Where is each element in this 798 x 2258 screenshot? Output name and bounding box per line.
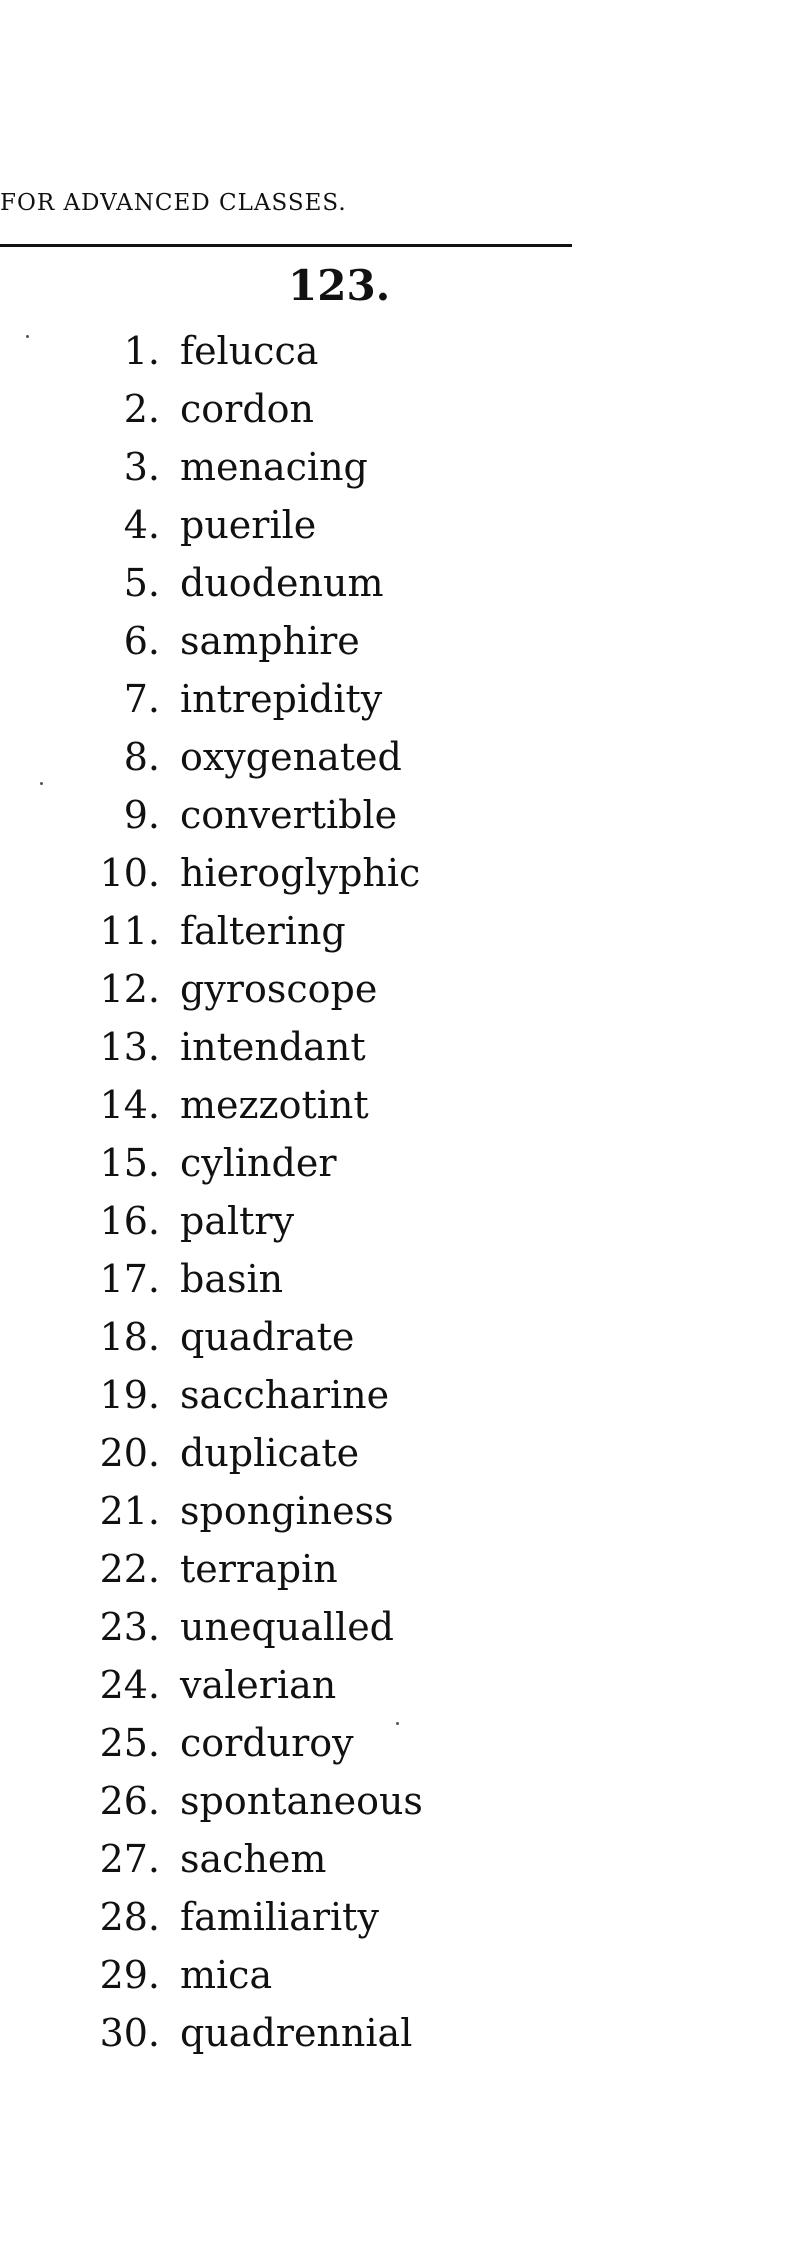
item-number: 2. xyxy=(123,387,160,431)
item-word: mica xyxy=(180,1953,273,1997)
item-word: mezzotint xyxy=(180,1083,369,1127)
item-number: 14. xyxy=(99,1083,160,1127)
item-number: 8. xyxy=(123,735,160,779)
list-item xyxy=(70,1946,423,2004)
item-number: 22. xyxy=(99,1547,160,1591)
item-word: hieroglyphic xyxy=(180,851,421,895)
item-word: spontaneous xyxy=(180,1779,423,1823)
item-number: 11. xyxy=(99,909,160,953)
item-word: sponginess xyxy=(180,1489,394,1533)
print-speck xyxy=(26,335,29,338)
list-item xyxy=(70,2004,423,2062)
list-item xyxy=(70,1656,423,1714)
item-number: 28. xyxy=(99,1895,160,1939)
list-item xyxy=(70,902,423,960)
list-item xyxy=(70,786,423,844)
list-item xyxy=(70,1598,423,1656)
list-item xyxy=(70,554,423,612)
item-number: 16. xyxy=(99,1199,160,1243)
list-item xyxy=(70,728,423,786)
item-word: menacing xyxy=(180,445,368,489)
item-word: quadrate xyxy=(180,1315,355,1359)
item-number: 5. xyxy=(123,561,160,605)
print-speck xyxy=(40,782,43,785)
item-number: 30. xyxy=(99,2011,160,2055)
item-number: 19. xyxy=(99,1373,160,1417)
list-item xyxy=(70,1308,423,1366)
item-word: terrapin xyxy=(180,1547,338,1591)
item-word: intrepidity xyxy=(180,677,383,721)
list-item xyxy=(70,1424,423,1482)
item-number: 29. xyxy=(99,1953,160,1997)
list-item xyxy=(70,380,423,438)
list-item xyxy=(70,438,423,496)
item-number: 20. xyxy=(99,1431,160,1475)
print-speck xyxy=(396,1722,399,1725)
list-item xyxy=(70,322,423,380)
list-item xyxy=(70,1192,423,1250)
item-number: 7. xyxy=(123,677,160,721)
item-number: 23. xyxy=(99,1605,160,1649)
item-number: 6. xyxy=(123,619,160,663)
item-word: corduroy xyxy=(180,1721,354,1765)
list-item xyxy=(70,1714,423,1772)
item-number: 10. xyxy=(99,851,160,895)
item-word: valerian xyxy=(180,1663,337,1707)
list-item xyxy=(70,1018,423,1076)
list-item xyxy=(70,612,423,670)
item-number: 12. xyxy=(99,967,160,1011)
item-word: saccharine xyxy=(180,1373,390,1417)
item-number: 26. xyxy=(99,1779,160,1823)
item-number: 9. xyxy=(123,793,160,837)
item-word: oxygenated xyxy=(180,735,402,779)
item-word: faltering xyxy=(180,909,346,953)
item-word: basin xyxy=(180,1257,284,1301)
item-number: 18. xyxy=(99,1315,160,1359)
item-number: 3. xyxy=(123,445,160,489)
list-item xyxy=(70,1250,423,1308)
item-number: 25. xyxy=(99,1721,160,1765)
item-word: familiarity xyxy=(180,1895,379,1939)
item-word: samphire xyxy=(180,619,360,663)
running-head: FOR ADVANCED CLASSES. xyxy=(0,190,347,216)
item-word: duplicate xyxy=(180,1431,360,1475)
item-word: duodenum xyxy=(180,561,384,605)
list-item xyxy=(70,1540,423,1598)
list-item xyxy=(70,1134,423,1192)
word-list xyxy=(70,322,423,2062)
item-number: 1. xyxy=(123,329,160,373)
list-item xyxy=(70,1366,423,1424)
lesson-number: 123. xyxy=(288,261,391,310)
item-word: cylinder xyxy=(180,1141,337,1185)
list-item xyxy=(70,1772,423,1830)
item-word: intendant xyxy=(180,1025,366,1069)
item-number: 4. xyxy=(123,503,160,547)
list-item xyxy=(70,496,423,554)
item-number: 15. xyxy=(99,1141,160,1185)
list-item xyxy=(70,960,423,1018)
item-word: felucca xyxy=(180,329,319,373)
header-rule xyxy=(0,244,572,247)
item-number: 27. xyxy=(99,1837,160,1881)
item-word: unequalled xyxy=(180,1605,395,1649)
item-number: 17. xyxy=(99,1257,160,1301)
list-item xyxy=(70,1830,423,1888)
item-word: convertible xyxy=(180,793,398,837)
item-word: puerile xyxy=(180,503,317,547)
item-number: 13. xyxy=(99,1025,160,1069)
list-item xyxy=(70,1482,423,1540)
item-word: gyroscope xyxy=(180,967,378,1011)
item-word: sachem xyxy=(180,1837,327,1881)
list-item xyxy=(70,1076,423,1134)
item-word: paltry xyxy=(180,1199,295,1243)
item-word: quadrennial xyxy=(180,2011,413,2055)
item-number: 21. xyxy=(99,1489,160,1533)
list-item xyxy=(70,670,423,728)
list-item xyxy=(70,844,423,902)
item-number: 24. xyxy=(99,1663,160,1707)
item-word: cordon xyxy=(180,387,315,431)
list-item xyxy=(70,1888,423,1946)
